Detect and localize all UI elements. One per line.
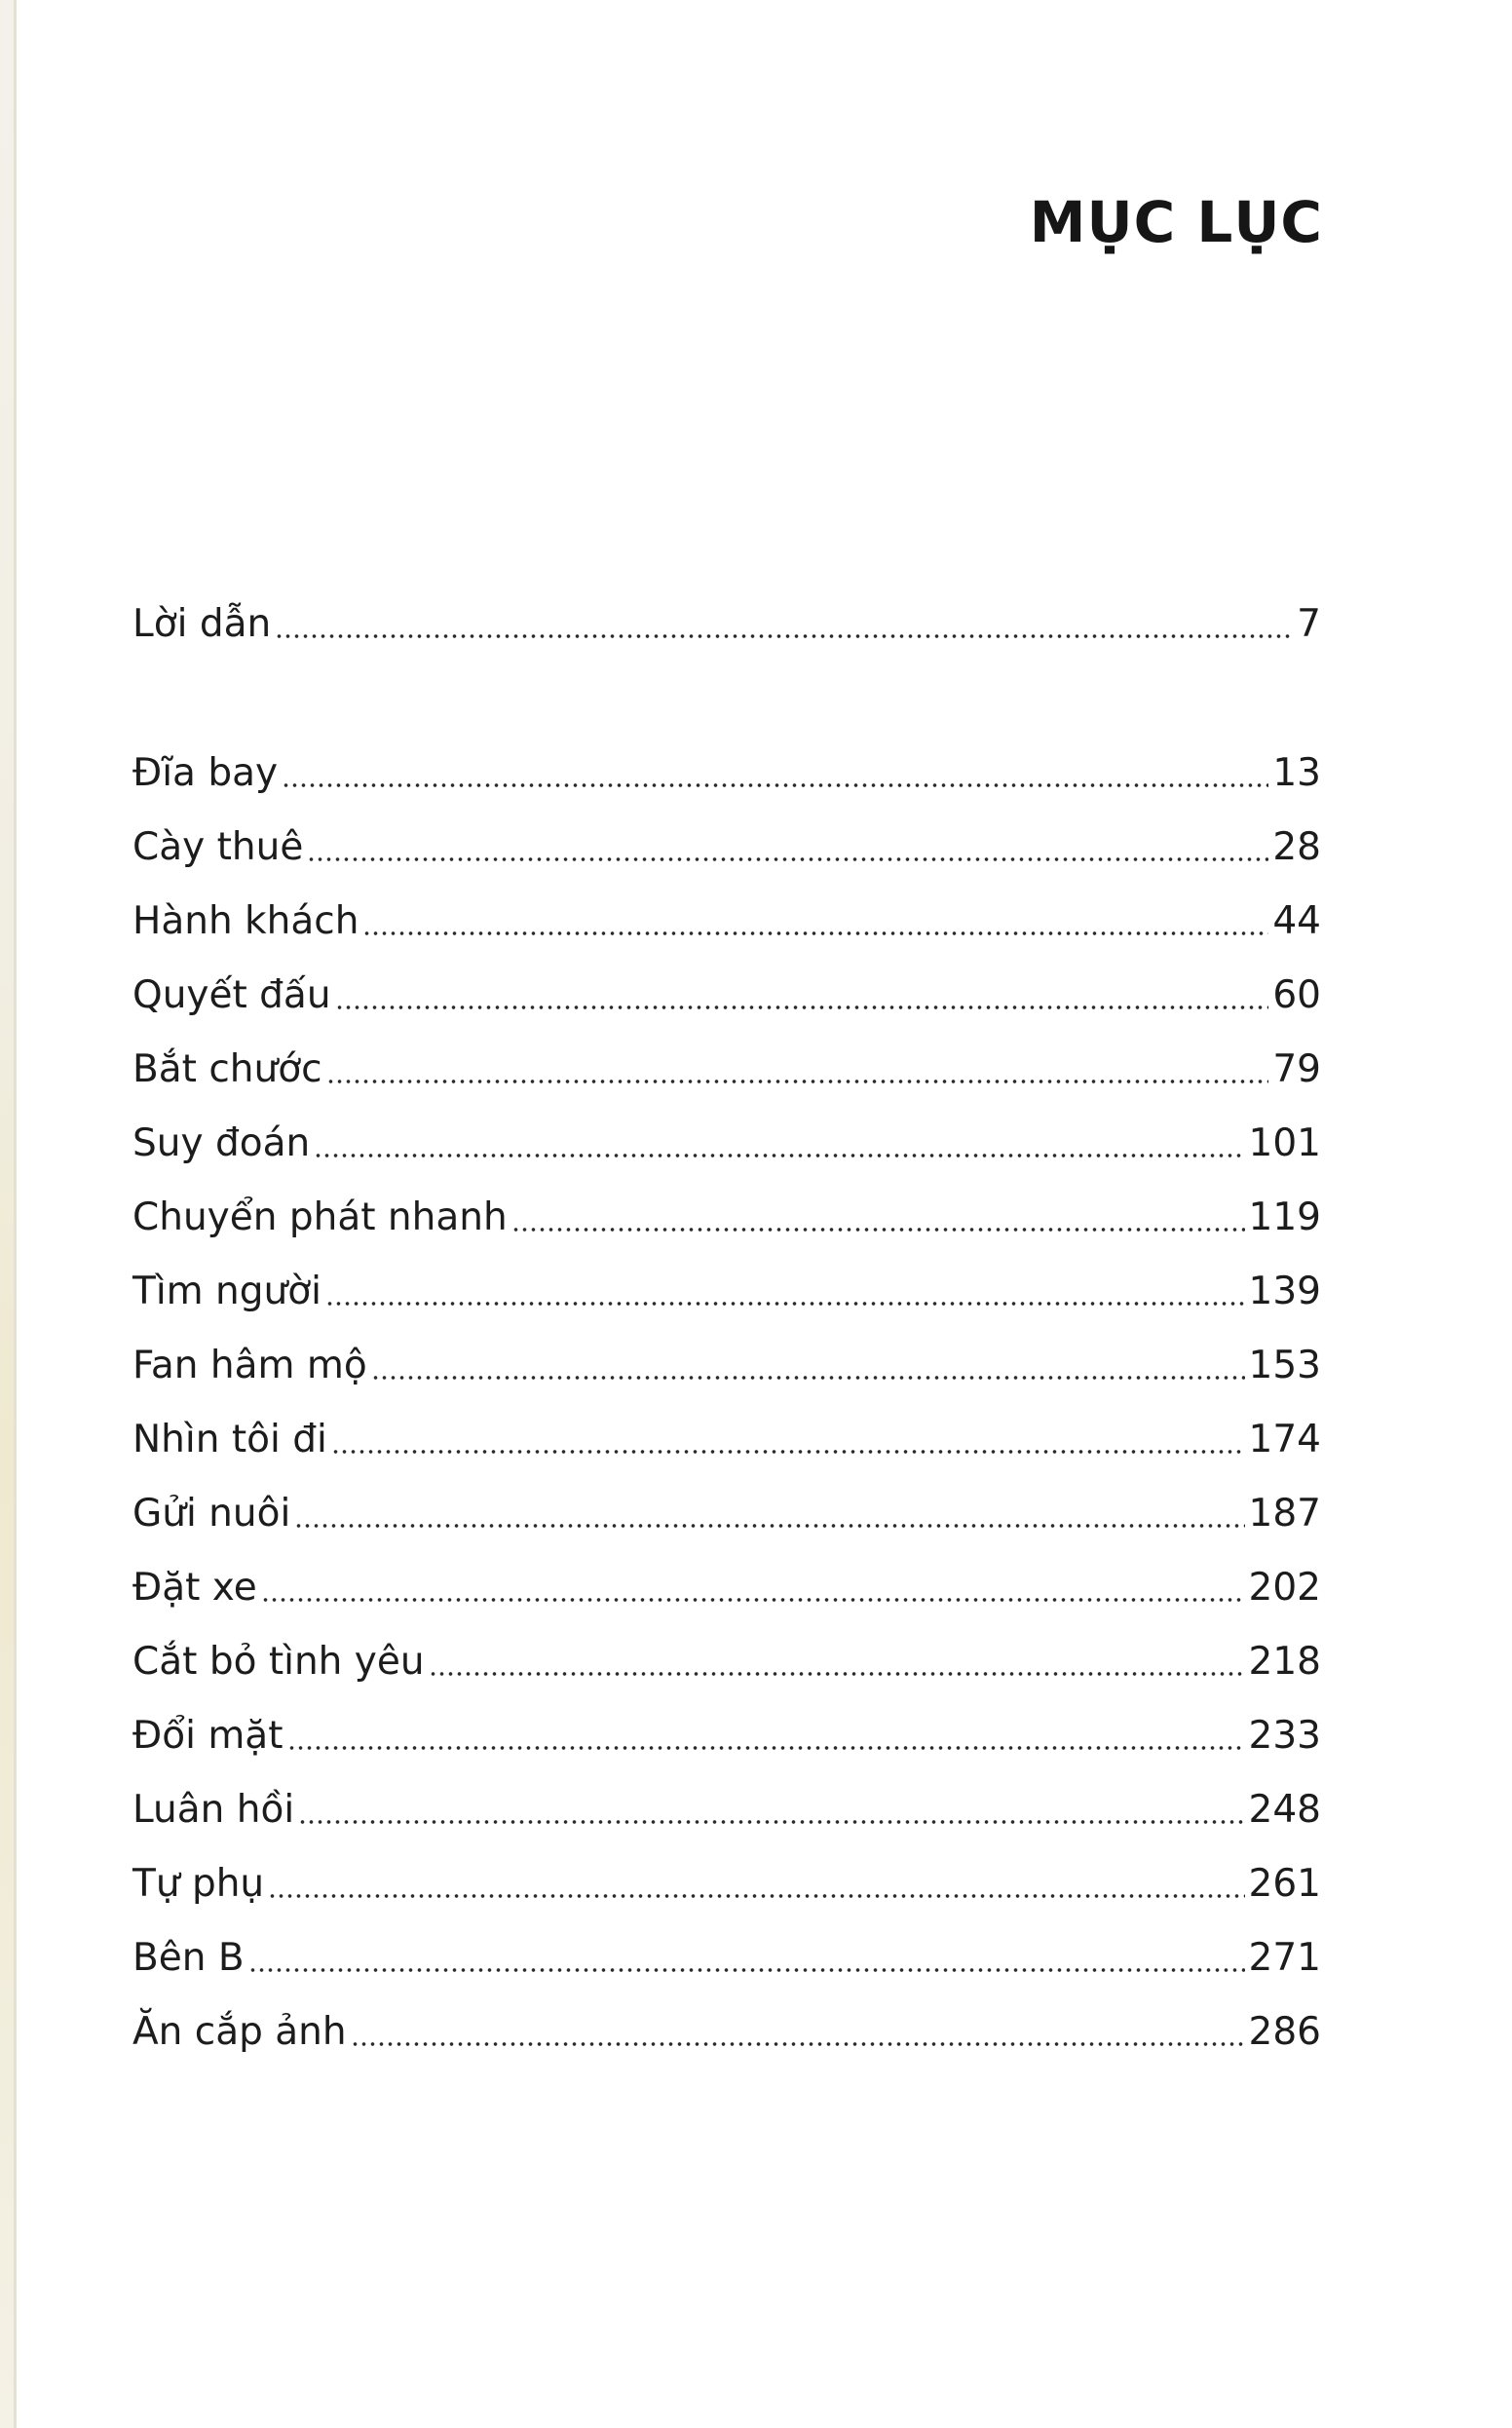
toc-entry-page: 60 [1272,973,1321,1017]
toc-entry-label: Hành khách [132,899,359,943]
toc-entry-page: 261 [1248,1862,1321,1906]
toc-entry-page: 174 [1248,1418,1321,1461]
toc-entry-loi-dan[interactable] [132,585,1321,646]
toc-entry-label: Nhìn tôi đi [132,1418,327,1461]
toc-entry-page: 101 [1248,1121,1321,1165]
toc-entry-page: 79 [1272,1047,1321,1091]
dot-leader [362,930,1268,936]
toc-entry-label: Cắt bỏ tình yêu [132,1640,425,1684]
toc-entry-page: 187 [1248,1492,1321,1536]
toc-entry-label: Chuyển phát nhanh [132,1195,508,1239]
dot-leader [429,1671,1245,1677]
dot-leader [325,1301,1245,1307]
dot-leader [351,2041,1245,2047]
toc-entry-label: Ăn cắp ảnh [132,2010,347,2054]
toc-entry-page: 7 [1297,602,1321,646]
toc-entry-page: 233 [1248,1714,1321,1758]
dot-leader [287,1745,1245,1751]
toc-entry-page: 28 [1272,825,1321,869]
toc-entry-label: Gửi nuôi [132,1492,291,1536]
toc-entry-label: Suy đoán [132,1121,311,1165]
dot-leader [307,856,1268,862]
dot-leader [335,1005,1269,1010]
toc-entry-page: 271 [1248,1936,1321,1980]
dot-leader [511,1227,1245,1233]
toc-entry-label: Bên B [132,1936,245,1980]
toc-entry-suy-doan[interactable] [132,1104,1321,1165]
toc-entry-quyet-dau[interactable] [132,956,1321,1017]
toc-entry-page: 218 [1248,1640,1321,1684]
dot-leader [326,1079,1269,1084]
dot-leader [248,1967,1245,1973]
toc-entry-label: Tự phụ [132,1862,265,1906]
toc-entry-dia-bay[interactable] [132,734,1321,795]
toc-entry-label: Fan hâm mộ [132,1344,367,1387]
toc-entry-page: 13 [1272,751,1321,795]
toc-entry-page: 202 [1248,1566,1321,1610]
toc-entry-tu-phu[interactable] [132,1844,1321,1906]
toc-entry-label: Quyết đấu [132,973,331,1017]
page-binding-edge [0,0,14,2428]
dot-leader [331,1449,1245,1455]
toc-entry-tim-nguoi[interactable] [132,1252,1321,1313]
dot-leader [282,782,1268,788]
toc-entry-label: Đặt xe [132,1566,257,1610]
dot-leader [268,1893,1244,1899]
toc-entry-chuyen-phat-nhanh[interactable] [132,1178,1321,1239]
page-binding-shadow [14,0,17,2428]
toc-entry-label: Lời dẫn [132,602,272,646]
page-title: MỤC LỤC [1029,189,1323,255]
dot-leader [261,1597,1245,1603]
toc-entry-dat-xe[interactable] [132,1548,1321,1610]
dot-leader [298,1819,1244,1825]
toc-entry-page: 153 [1248,1344,1321,1387]
toc-entry-label: Cày thuê [132,825,304,869]
toc-entry-label: Luân hồi [132,1788,295,1832]
toc-entry-fan-ham-mo[interactable] [132,1326,1321,1385]
dot-leader [314,1153,1244,1158]
toc-entry-luan-hoi[interactable] [132,1770,1321,1832]
toc-entry-cat-bo-tinh-yeu[interactable] [132,1622,1321,1684]
dot-leader [275,633,1293,639]
toc-entry-an-cap-anh[interactable] [132,1992,1321,2054]
toc-entry-label: Bắt chước [132,1047,322,1091]
dot-leader [294,1523,1244,1529]
toc-entry-page: 139 [1248,1270,1321,1313]
toc-entry-cay-thue[interactable] [132,808,1321,869]
toc-entry-label: Đổi mặt [132,1714,284,1758]
toc-entry-nhin-toi-di[interactable] [132,1400,1321,1459]
toc-entry-gui-nuoi[interactable] [132,1474,1321,1536]
toc-entry-hanh-khach[interactable] [132,882,1321,943]
dot-leader [371,1375,1245,1381]
toc-entry-doi-mat[interactable] [132,1696,1321,1758]
toc-entry-label: Đĩa bay [132,751,279,795]
toc-entry-ben-b[interactable] [132,1918,1321,1980]
toc-entry-page: 44 [1272,899,1321,943]
toc-entry-page: 248 [1248,1788,1321,1832]
toc-entry-page: 119 [1248,1195,1321,1239]
toc-entry-bat-chuoc[interactable] [132,1030,1321,1091]
toc-entry-label: Tìm người [132,1270,321,1313]
toc-entry-page: 286 [1248,2010,1321,2054]
